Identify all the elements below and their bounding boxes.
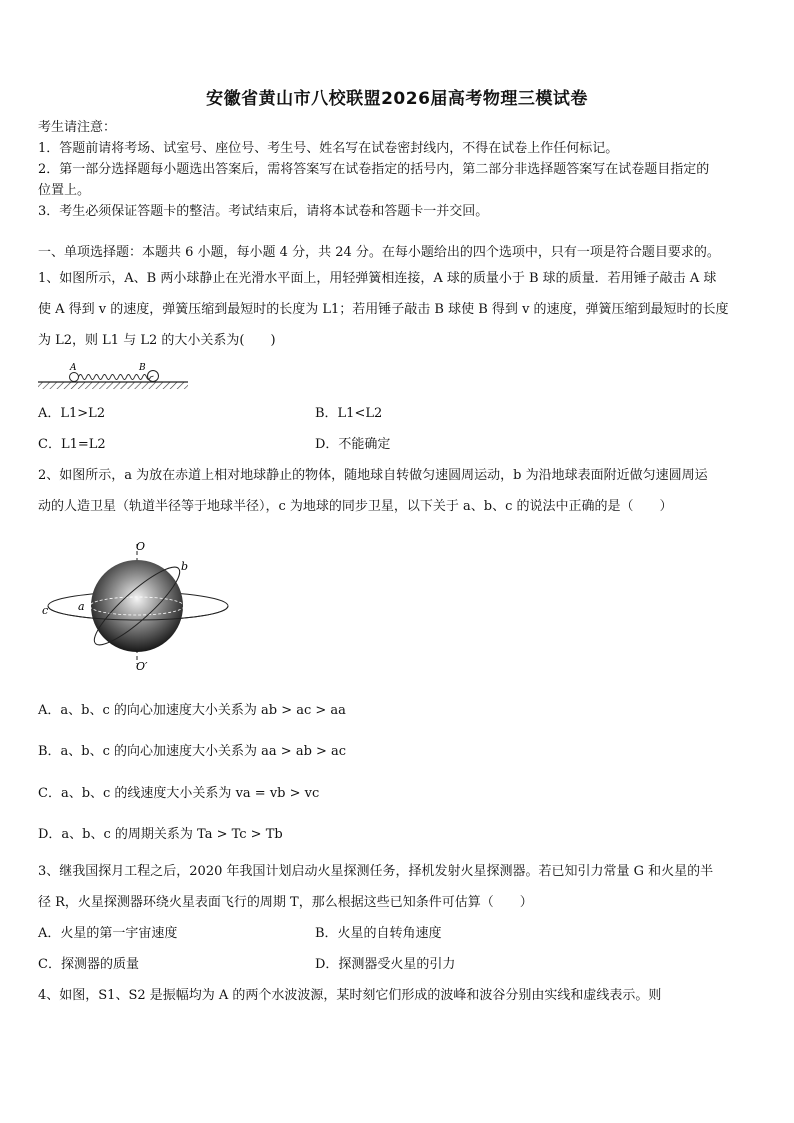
section-heading: 一、单项选择题：本题共 6 小题，每小题 4 分，共 24 分。在每小题给出的四个选项中，只有一项是符合题目要求的。 (38, 245, 720, 260)
fig-label-a: a (78, 600, 85, 613)
notice-item: 3．考生必须保证答题卡的整洁。考试结束后，请将本试卷和答题卡一并交回。 (38, 204, 489, 219)
earth-globe (91, 560, 183, 652)
q3-stem-line: 径 R，火星探测器环绕火星表面飞行的周期 T，那么根据这些已知条件可估算（ ） (38, 895, 533, 910)
q3-option-a: A．火星的第一宇宙速度 (38, 926, 178, 941)
spring-figure (79, 375, 154, 380)
q1-option-a: A．L1>L2 (38, 406, 106, 421)
q1-option-c: C．L1=L2 (38, 437, 106, 452)
fig-label-a: A (70, 363, 77, 373)
notice-item: 位置上。 (38, 183, 91, 198)
q2-option-b: B．a、b、c 的向心加速度大小关系为 aa > ab > ac (38, 744, 347, 759)
fig-label-b: B (139, 363, 146, 373)
q2-stem-line: 2、如图所示，a 为放在赤道上相对地球静止的物体，随地球自转做匀速圆周运动，b 为沿地球表面附近做匀速圆周运 (38, 468, 708, 483)
fig-label-O: O (136, 540, 146, 553)
q3-stem-line: 3、继我国探月工程之后，2020 年我国计划启动火星探测任务，择机发射火星探测器。若已知引力常量 G 和火星的半 (38, 864, 714, 879)
fig-label-c: c (42, 604, 49, 617)
q2-earth-figure (38, 536, 238, 676)
notice-item: 1．答题前请将考场、试室号、座位号、考生号、姓名写在试卷密封线内，不得在试卷上作任何标记。 (38, 141, 619, 156)
q1-option-b: B．L1<L2 (315, 406, 383, 421)
notice-item: 2．第一部分选择题每小题选出答案后，需将答案写在试卷指定的括号内，第二部分非选择题答案写在试卷题目指定的 (38, 162, 710, 177)
q1-stem-line: 1、如图所示，A、B 两小球静止在光滑水平面上，用轻弹簧相连接，A 球的质量小于 B 球的质量．若用锤子敲击 A 球 (38, 271, 717, 286)
q1-stem-line: 使 A 得到 v 的速度，弹簧压缩到最短时的长度为 L1；若用锤子敲击 B 球使 B 得到 v 的速度，弹簧压缩到最短时的长度 (38, 302, 729, 317)
q2-option-d: D．a、b、c 的周期关系为 Ta > Tc > Tb (38, 827, 283, 842)
q4-stem-line: 4、如图，S1、S2 是振幅均为 A 的两个水波波源，某时刻它们形成的波峰和波谷分别由实线和虚线表示。则 (38, 988, 662, 1003)
q2-option-a: A．a、b、c 的向心加速度大小关系为 ab > ac > aa (38, 703, 346, 718)
ball-a-figure (70, 373, 79, 382)
q1-option-d: D．不能确定 (315, 437, 391, 452)
page-title: 安徽省黄山市八校联盟2026届高考物理三模试卷 (206, 89, 588, 109)
q3-option-c: C．探测器的质量 (38, 957, 139, 972)
q2-stem-line: 动的人造卫星（轨道半径等于地球半径），c 为地球的同步卫星，以下关于 a、b、c 的说法中正确的是（ ） (38, 499, 673, 514)
notice-heading: 考生请注意： (38, 120, 117, 135)
q1-spring-figure (36, 360, 196, 392)
fig-label-b: b (181, 560, 189, 573)
q2-option-c: C．a、b、c 的线速度大小关系为 va = vb > vc (38, 786, 320, 801)
q3-option-d: D．探测器受火星的引力 (315, 957, 456, 972)
q3-option-b: B．火星的自转角速度 (315, 926, 442, 941)
fig-label-O2: O′ (136, 660, 148, 673)
q1-stem-line: 为 L2，则 L1 与 L2 的大小关系为( ) (38, 333, 276, 348)
